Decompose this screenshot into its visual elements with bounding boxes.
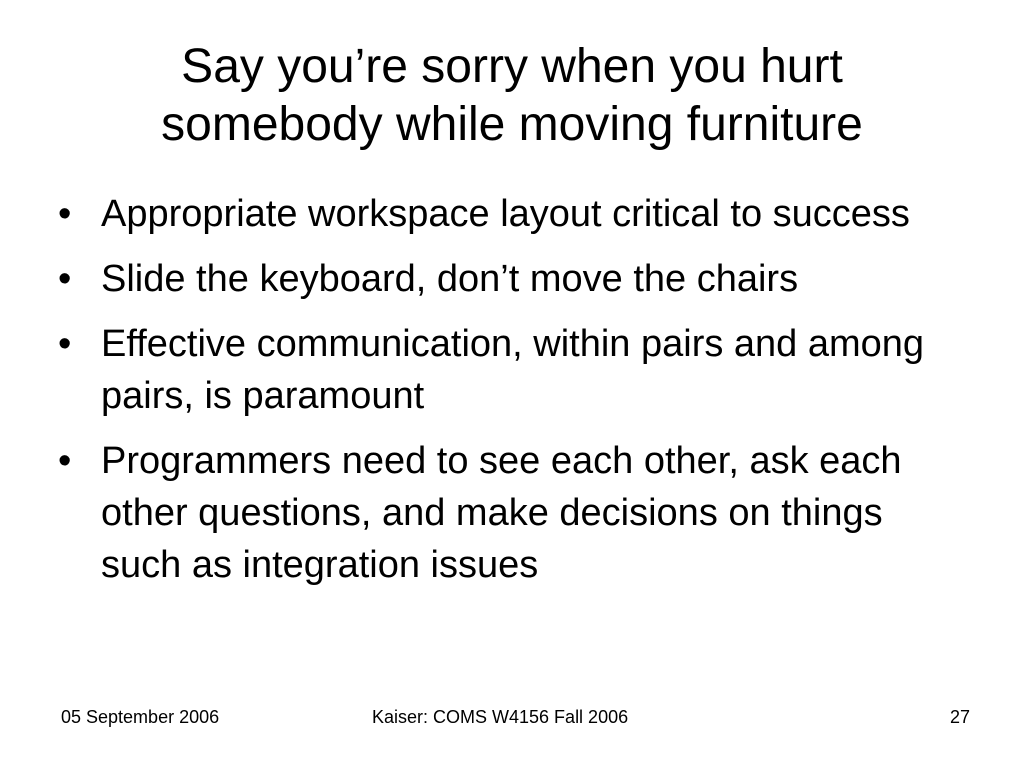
bullet-marker: • — [58, 440, 72, 482]
bullet-text: Programmers need to see each other, ask each other questions, and make decisions on things such as integration issues — [101, 440, 902, 586]
footer-course: Kaiser: COMS W4156 Fall 2006 — [372, 707, 629, 727]
footer-page-number: 27 — [949, 707, 970, 727]
slide-title-line-1: Say you’re sorry when you hurt — [181, 40, 843, 93]
bullet-item — [58, 253, 968, 305]
slide-title-line-2: somebody while moving furniture — [161, 98, 863, 151]
bullet-list — [58, 188, 968, 604]
bullet-text: Appropriate workspace layout critical to success — [101, 193, 910, 235]
bullet-marker: • — [58, 323, 72, 365]
bullet-text: Slide the keyboard, don’t move the chairs — [101, 258, 799, 300]
bullet-marker: • — [58, 258, 72, 300]
slide-title — [40, 38, 984, 154]
bullet-item — [58, 318, 968, 422]
bullet-item — [58, 188, 968, 240]
footer-date: 05 September 2006 — [61, 707, 220, 727]
bullet-item — [58, 435, 968, 591]
bullet-marker: • — [58, 193, 72, 235]
bullet-text: Effective communication, within pairs and among pairs, is paramount — [101, 323, 925, 417]
